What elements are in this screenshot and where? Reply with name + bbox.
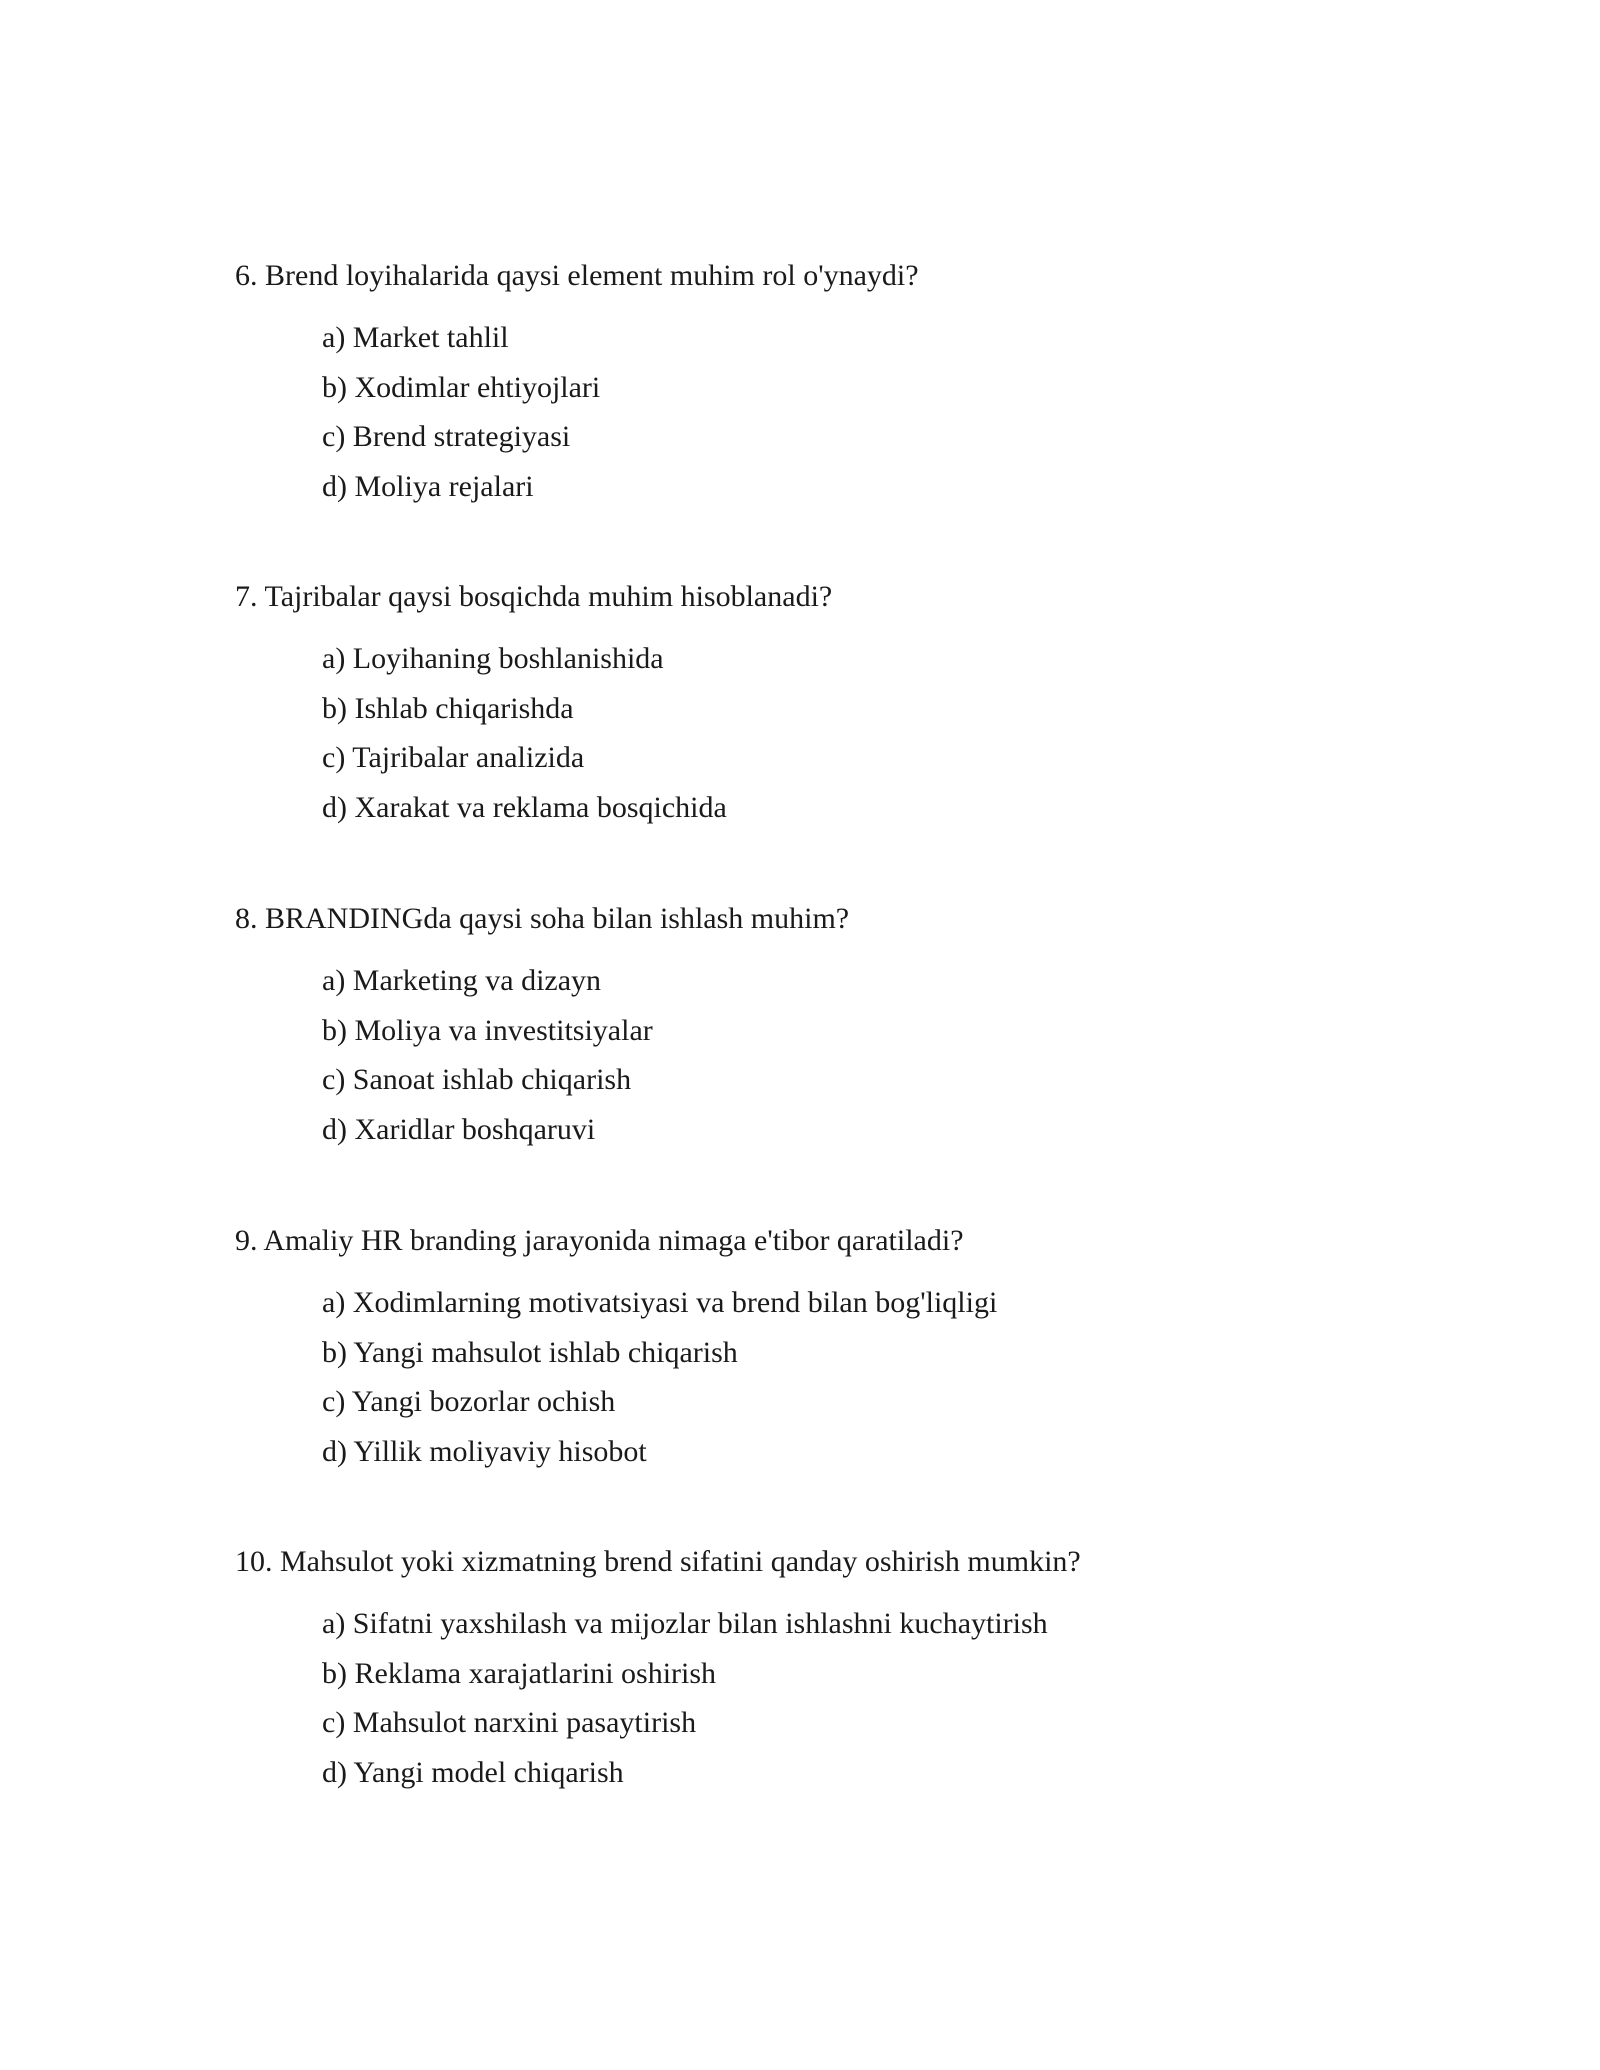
option-b: b) Yangi mahsulot ishlab chiqarish <box>322 1335 738 1369</box>
option-d: d) Moliya rejalari <box>322 469 534 503</box>
option-c: c) Brend strategiyasi <box>322 420 571 453</box>
option-a: a) Marketing va dizayn <box>322 964 602 997</box>
option-d: d) Xarakat va reklama bosqichida <box>322 790 727 824</box>
question-text: 6. Brend loyihalarida qaysi element muhim rol o'ynaydi? <box>235 259 919 292</box>
option-b: b) Xodimlar ehtiyojlari <box>322 370 601 404</box>
option-d: d) Yangi model chiqarish <box>322 1755 624 1789</box>
option-c: c) Tajribalar analizida <box>322 741 585 774</box>
answer-options <box>322 1599 1435 1797</box>
question-10 <box>235 1542 1435 1797</box>
option-a: a) Loyihaning boshlanishida <box>322 642 664 675</box>
answer-options <box>322 313 1435 511</box>
option-c: c) Sanoat ishlab chiqarish <box>322 1063 632 1096</box>
question-7 <box>235 577 1435 832</box>
option-a: a) Market tahlil <box>322 321 509 354</box>
option-d: d) Yillik moliyaviy hisobot <box>322 1434 647 1468</box>
answer-options <box>322 634 1435 832</box>
option-b: b) Ishlab chiqarishda <box>322 691 574 725</box>
question-6 <box>235 256 1435 511</box>
question-text: 10. Mahsulot yoki xizmatning brend sifatini qanday oshirish mumkin? <box>235 1545 1081 1578</box>
option-b: b) Moliya va investitsiyalar <box>322 1013 653 1047</box>
option-c: c) Mahsulot narxini pasaytirish <box>322 1706 697 1739</box>
question-text: 7. Tajribalar qaysi bosqichda muhim hisoblanadi? <box>235 580 833 613</box>
option-a: a) Sifatni yaxshilash va mijozlar bilan ishlashni kuchaytirish <box>322 1607 1048 1640</box>
answer-options <box>322 956 1435 1154</box>
answer-options <box>322 1278 1435 1476</box>
question-text: 8. BRANDINGda qaysi soha bilan ishlash muhim? <box>235 902 850 935</box>
question-9 <box>235 1221 1435 1476</box>
option-a: a) Xodimlarning motivatsiyasi va brend bilan bog'liqligi <box>322 1286 998 1319</box>
option-c: c) Yangi bozorlar ochish <box>322 1385 616 1418</box>
question-8 <box>235 899 1435 1154</box>
option-d: d) Xaridlar boshqaruvi <box>322 1112 596 1146</box>
option-b: b) Reklama xarajatlarini oshirish <box>322 1656 717 1690</box>
question-text: 9. Amaliy HR branding jarayonida nimaga e'tibor qaratiladi? <box>235 1224 964 1257</box>
